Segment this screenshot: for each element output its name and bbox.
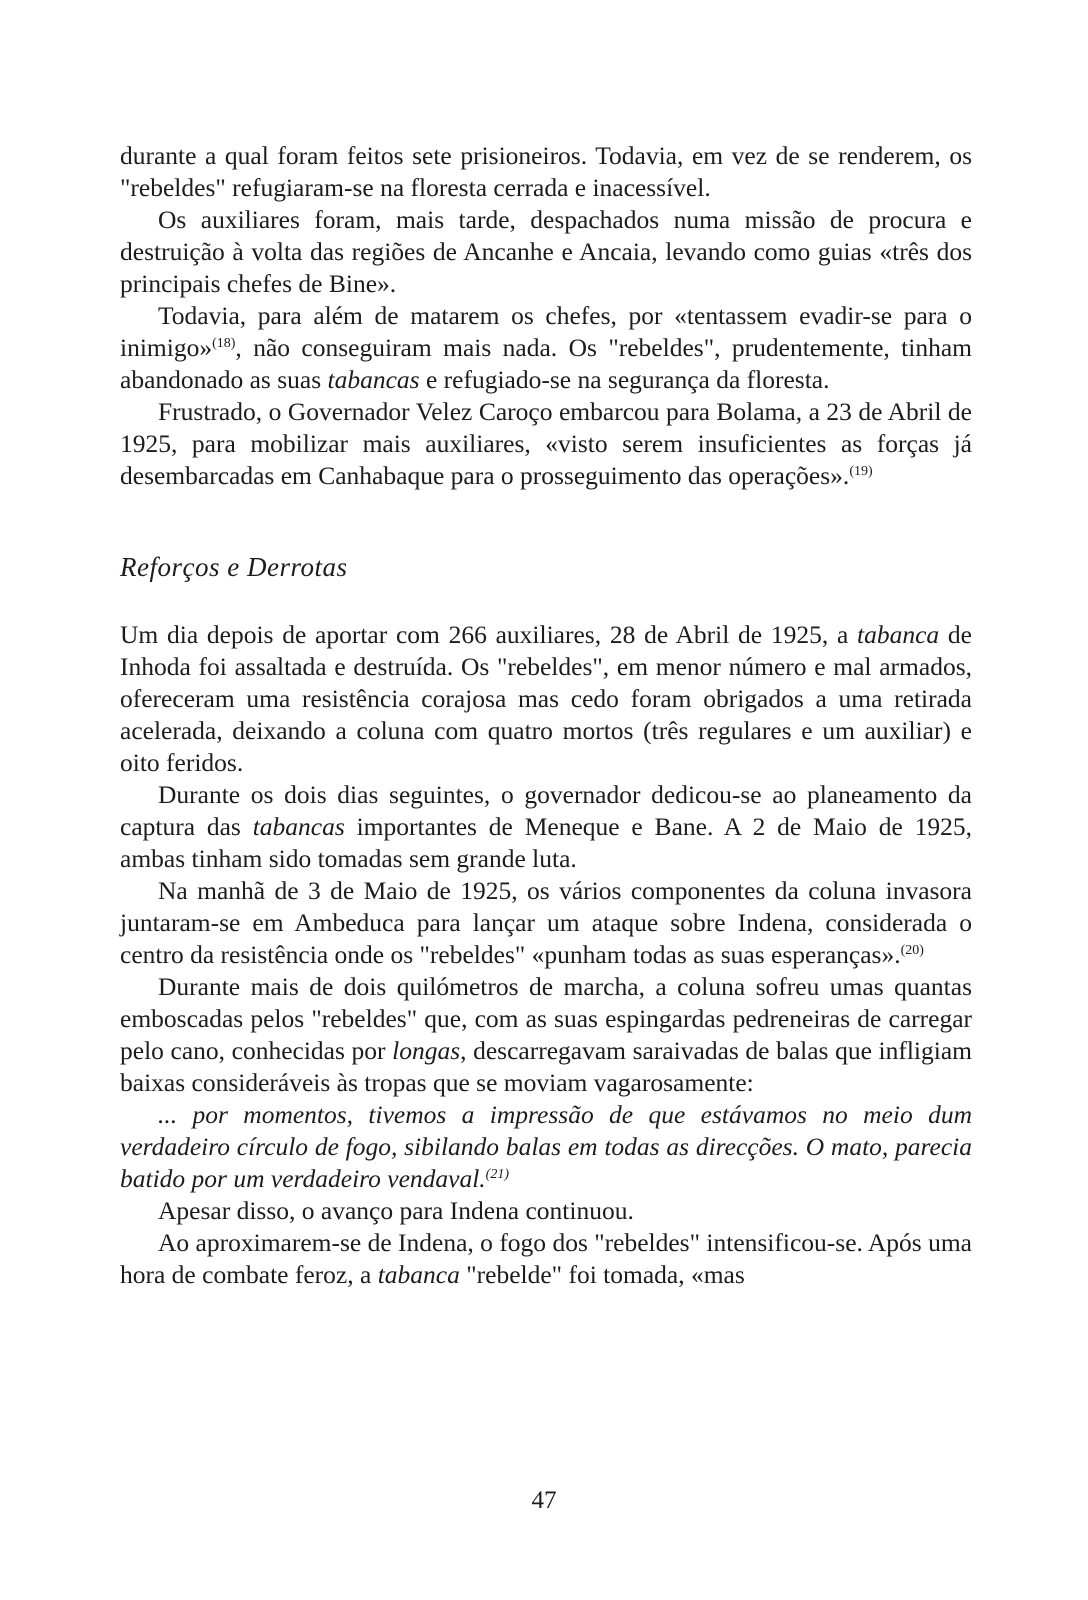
- block-quote: [120, 1099, 972, 1195]
- paragraph-text: durante a qual foram feitos sete prisioneiros. Todavia, em vez de se renderem, os "rebeldes" refugiaram-se na floresta cerrada e inacessível.: [120, 141, 972, 202]
- paragraph: [120, 619, 972, 779]
- paragraph-text: Apesar disso, o avanço para Indena continuou.: [158, 1196, 634, 1225]
- paragraph: [120, 971, 972, 1099]
- page-body: [120, 140, 972, 1291]
- footnote-ref: (21): [485, 1167, 509, 1182]
- emphasis-text: longas: [392, 1036, 461, 1065]
- emphasis-text: tabancas: [327, 365, 420, 394]
- paragraph: [120, 1195, 972, 1227]
- paragraph-text: Os auxiliares foram, mais tarde, despachados numa missão de procura e destruição à volta das regiões de Ancanhe e Ancaia, levando como guias «três dos principais chefes de Bine».: [120, 205, 972, 298]
- footnote-ref: (19): [849, 464, 873, 479]
- paragraph: [120, 779, 972, 875]
- quote-text: ... por momentos, tivemos a impressão de que estávamos no meio dum verdadeiro círculo de fogo, sibilando balas em todas as direcções. O mato, parecia batido por um verdadeiro vendaval.: [120, 1100, 972, 1193]
- paragraph-text: Frustrado, o Governador Velez Caroço embarcou para Bolama, a 23 de Abril de 1925, para mobilizar mais auxiliares, «visto serem insuficientes as forças já desembarcadas em Canhabaque para o prosseguimento das operações».: [120, 397, 972, 490]
- paragraph: [120, 204, 972, 300]
- emphasis-text: tabanca: [377, 1260, 460, 1289]
- paragraph-text: Um dia depois de aportar com 266 auxiliares, 28 de Abril de 1925, a: [120, 620, 858, 649]
- paragraph-text: Durante os dois dias seguintes, o governador dedicou-se ao planeamento da captura das: [120, 780, 972, 841]
- emphasis-text: tabancas: [252, 812, 345, 841]
- paragraph-text: Todavia, para além de matarem os chefes, por «tentassem evadir-se para o inimigo»: [120, 301, 972, 362]
- paragraph-text: de Inhoda foi assaltada e destruída. Os "rebeldes", em menor número e mal armados, ofereceram uma resistência corajosa mas cedo foram obrigados a uma retirada acelerada, deixando a coluna com quatro mortos (três regulares e um auxiliar) e oito feridos.: [120, 620, 972, 777]
- paragraph-text: Na manhã de 3 de Maio de 1925, os vários componentes da coluna invasora juntaram-se em Ambeduca para lançar um ataque sobre Indena, considerada o centro da resistência onde os "rebeldes" «punham todas as suas esperanças».: [120, 876, 972, 969]
- paragraph: [120, 140, 972, 204]
- paragraph: [120, 396, 972, 492]
- paragraph-text: "rebelde" foi tomada, «mas: [459, 1260, 745, 1289]
- footnote-ref: (20): [900, 943, 924, 958]
- paragraph: [120, 875, 972, 971]
- emphasis-text: tabanca: [857, 620, 940, 649]
- paragraph: [120, 300, 972, 396]
- paragraph-text: Durante mais de dois quilómetros de marcha, a coluna sofreu umas quantas emboscadas pelos "rebeldes" que, com as suas espingardas pedreneiras de carregar pelo cano, conhecidas por: [120, 972, 972, 1065]
- paragraph-text: e refugiado-se na segurança da floresta.: [419, 365, 830, 394]
- paragraph-text: , não conseguiram mais nada. Os "rebeldes", prudentemente, tinham abandonado as suas: [120, 333, 972, 394]
- section-heading: Reforços e Derrotas: [120, 552, 348, 582]
- page-number: 47: [531, 1487, 557, 1514]
- paragraph-text: importantes de Meneque e Bane. A 2 de Maio de 1925, ambas tinham sido tomadas sem grande luta.: [120, 812, 972, 873]
- section-body: [120, 619, 972, 1291]
- footnote-ref: (18): [212, 336, 236, 351]
- paragraph: [120, 1227, 972, 1291]
- paragraph-text: , descarregavam saraivadas de balas que infligiam baixas consideráveis às tropas que se moviam vagarosamente:: [120, 1036, 972, 1097]
- paragraph-text: Ao aproximarem-se de Indena, o fogo dos "rebeldes" intensificou-se. Após uma hora de combate feroz, a: [120, 1228, 972, 1289]
